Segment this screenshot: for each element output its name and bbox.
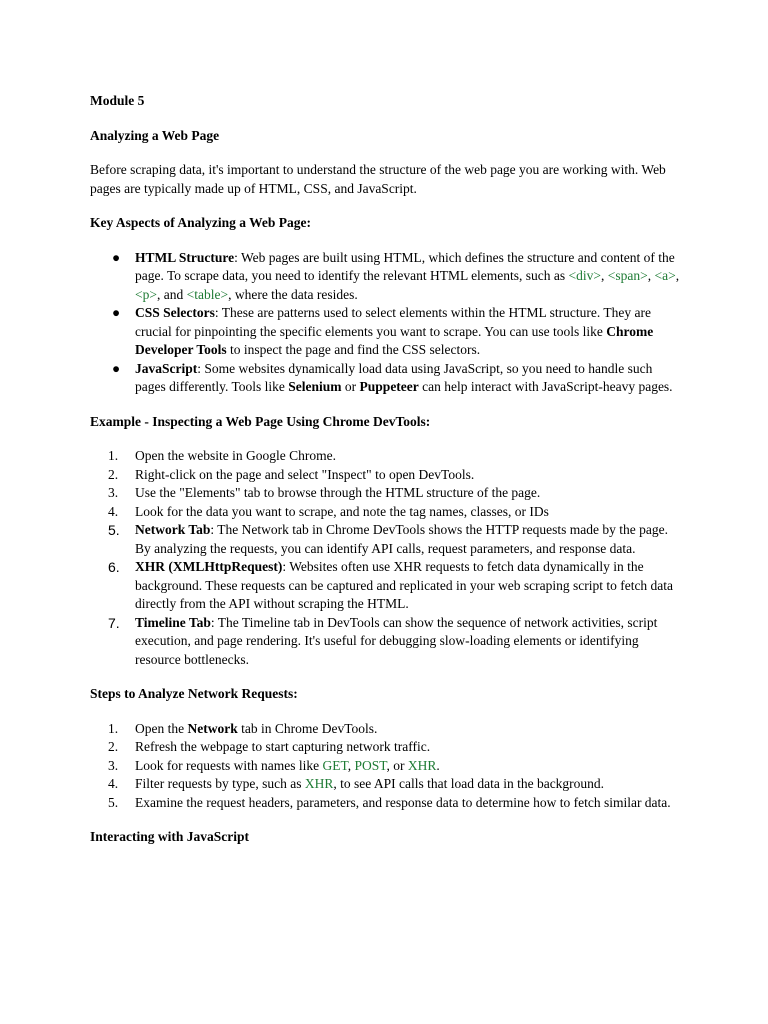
code-tag: <table>	[186, 286, 229, 302]
next-section-heading: Interacting with JavaScript	[90, 829, 249, 844]
list-item: 3. Look for requests with names like GET, POST, or XHR.	[108, 757, 440, 773]
intro-paragraph: Before scraping data, it's important to understand the structure of the web page you are working with. Web pages are typically made up of HTML, CSS, and JavaScript.	[90, 162, 666, 196]
list-item: 1. Open the Network tab in Chrome DevTools.	[108, 720, 378, 736]
code-tag: <a>	[654, 268, 676, 283]
list-item: 5. Network Tab: The Network tab in Chrome DevTools shows the HTTP requests made by the page. By analyzing the requests, you can identify API calls, request parameters, and response data.	[108, 522, 668, 556]
list-item: 7. Timeline Tab: The Timeline tab in DevTools can show the sequence of network activities, script execution, and page rendering. It's useful for debugging slow-loading elements or identifying resource bottlenecks.	[108, 614, 658, 667]
list-item: 3. Use the "Elements" tab to browse through the HTML structure of the page.	[108, 485, 541, 500]
module-title: Module 5	[90, 93, 145, 108]
steps-list	[90, 720, 680, 813]
code-keyword: XHR	[304, 776, 334, 791]
steps-heading: Steps to Analyze Network Requests:	[90, 686, 298, 701]
list-item: 2. Right-click on the page and select "Inspect" to open DevTools.	[108, 466, 475, 482]
code-keyword: POST	[354, 757, 387, 773]
bullet-icon: ●	[112, 305, 121, 320]
list-item: ● HTML Structure: Web pages are built using HTML, which defines the structure and content of the page. To scrape data, you need to identify the relevant HTML elements, such as <div>, <span>, <a>, <p>, and <table>, where the data resides.	[112, 249, 680, 302]
list-item: 4. Filter requests by type, such as XHR, to see API calls that load data in the background.	[108, 776, 605, 791]
code-tag: <span>	[607, 268, 648, 283]
section-title: Analyzing a Web Page	[90, 127, 220, 143]
document-content	[90, 92, 680, 847]
code-tag: <p>	[135, 286, 157, 302]
bullet-icon: ●	[112, 249, 121, 265]
list-item: ● JavaScript: Some websites dynamically load data using JavaScript, so you need to handle such pages differently. Tools like Selenium or Puppeteer can help interact with JavaScript-heavy pages.	[112, 360, 673, 394]
list-item: 1. Open the website in Google Chrome.	[108, 448, 336, 463]
list-item: 5. Examine the request headers, parameters, and response data to determine how to fetch similar data.	[108, 794, 671, 810]
code-tag: <div>	[568, 268, 602, 283]
code-keyword: GET	[322, 757, 348, 773]
list-item: 6. XHR (XMLHttpRequest): Websites often use XHR requests to fetch data dynamically in the background. These requests can be captured and replicated in your web scraping script to fetch data directly from the API without scraping the HTML.	[108, 559, 674, 611]
list-item: ● CSS Selectors: These are patterns used to select elements within the HTML structure. They are crucial for pinpointing the specific elements you want to scrape. You can use tools like Chrome Developer Tools to inspect the page and find the CSS selectors.	[112, 305, 654, 357]
key-aspects-list	[90, 249, 680, 397]
example-heading: Example - Inspecting a Web Page Using Chrome DevTools:	[90, 413, 431, 429]
key-aspects-heading: Key Aspects of Analyzing a Web Page:	[90, 215, 311, 230]
example-list	[90, 447, 680, 669]
bullet-icon: ●	[112, 360, 121, 376]
list-item: 2. Refresh the webpage to start capturing network traffic.	[108, 739, 431, 754]
code-keyword: XHR	[407, 757, 437, 773]
list-item: 4. Look for the data you want to scrape, and note the tag names, classes, or IDs	[108, 503, 549, 519]
